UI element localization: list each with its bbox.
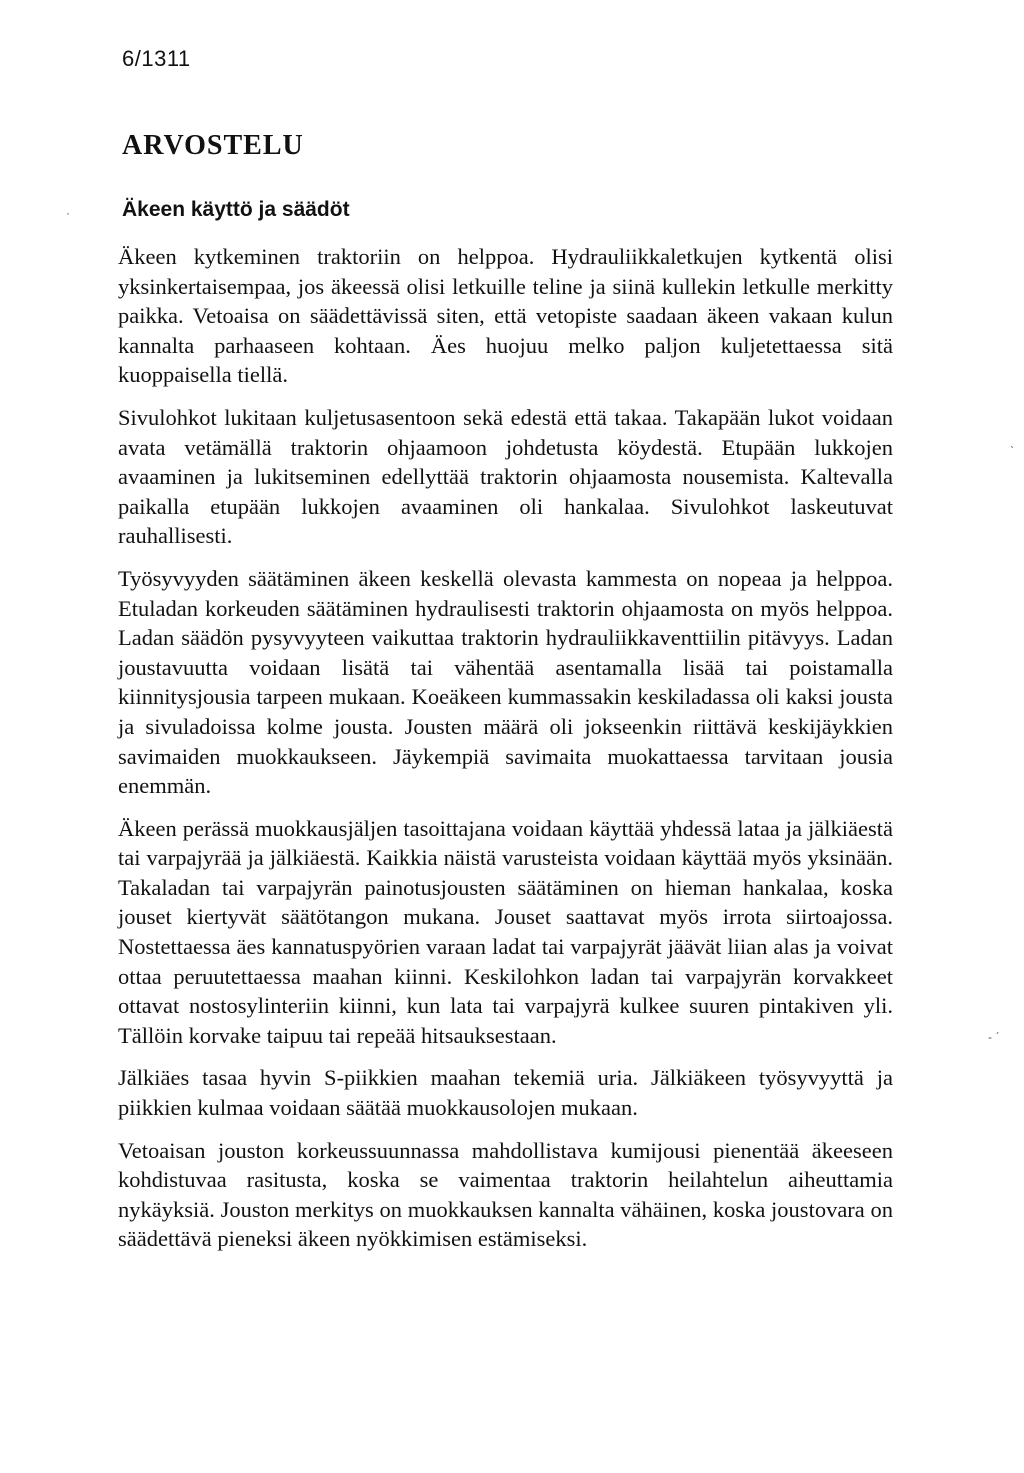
scan-speck: - ˊ [988, 1030, 1000, 1044]
section-heading: Äkeen käyttö ja säädöt [122, 198, 350, 221]
paragraph-working-depth: Työsyvyyden säätäminen äkeen keskellä olevasta kammesta on nopeaa ja helppoa. Etuladan korkeuden säätäminen hydraulisesti traktorin ohjaamosta on myös helppoa. Ladan säädön pysyvyyteen vaikuttaa traktorin hydrauliikkaventtiilin pitävyys. Ladan joustavuutta voidaan lisätä tai vähentää asentamalla lisää tai poistamalla kiinnitysjousia tarpeen mukaan. Koeäkeen kummassakin keskiladassa oli kaksi jousta ja sivuladoissa kolme jousta. Jousten määrä oli jokseenkin riittävä keskijäykkien savimaiden muokkaukseen. Jäykempiä savimaita muokattaessa tarvitaan jousia enemmän. [118, 565, 893, 799]
page-number: 6/1311 [122, 46, 191, 71]
paragraph-levelling: Äkeen perässä muokkausjäljen tasoittajana voidaan käyttää yhdessä lataa ja jälkiäestä tai varpajyrää ja jälkiäestä. Kaikkia näistä varusteista voidaan käyttää myös yksinään. Takaladan tai varpajyrän painotusjousten säätäminen on hieman hankalaa, koska jouset kiertyvät säätötangon mukana. Jouset saattavat myös irrota siirtoajossa. Nostettaessa äes kannatuspyörien varaan ladat tai varpajyrät jäävät liian alas ja voivat ottaa peruutettaessa maahan kiinni. Keskilohkon ladan tai varpajyrän korvakkeet ottavat nostosylinteriin kiinni, kun lata tai varpajyrä kulkee suuren pintakiven yli. Tällöin korvake taipuu tai repeää hitsauksestaan. [118, 815, 893, 1048]
body-text [118, 242, 893, 1267]
paragraph-side-sections: Sivulohkot lukitaan kuljetusasentoon sekä edestä että takaa. Takapään lukot voidaan avata vetämällä traktorin ohjaamoon johdetusta köydestä. Etupään lukkojen avaaminen ja lukitseminen edellyttää traktorin ohjaamosta nousemista. Kaltevalla paikalla etupään lukkojen avaaminen oli hankalaa. Sivulohkot laskeutuvat rauhallisesti. [118, 404, 893, 549]
paragraph-drawbar-spring: Vetoaisan jouston korkeussuunnassa mahdollistava kumijousi pienentää äkeeseen kohdistuvaa rasitusta, koska se vaimentaa traktorin heilahtelun aiheuttamia nykäyksiä. Jouston merkitys on muokkauksen kannalta vähäinen, koska joustovara on säädettävä pieneksi äkeen nyökkimisen estämiseksi. [118, 1137, 893, 1252]
scan-speck: · [66, 206, 70, 220]
scan-speck: ˋ [1010, 444, 1014, 458]
paragraph-coupling: Äkeen kytkeminen traktoriin on helppoa. Hydrauliikkaletkujen kytkentä olisi yksinkertaisempaa, jos äkeessä olisi letkuille teline ja siinä kullekin letkulle merkitty paikka. Vetoaisa on säädettävissä siten, että vetopiste saadaan äkeen vakaan kulun kannalta parhaaseen kohtaan. Äes huojuu melko paljon kuljetettaessa sitä kuoppaisella tiellä. [118, 244, 893, 388]
page-title: ARVOSTELU [122, 130, 304, 161]
paragraph-rear-harrow: Jälkiäes tasaa hyvin S-piikkien maahan tekemiä uria. Jälkiäkeen työsyvyyttä ja piikkien kulmaa voidaan säätää muokkausolojen mukaan. [118, 1065, 893, 1121]
